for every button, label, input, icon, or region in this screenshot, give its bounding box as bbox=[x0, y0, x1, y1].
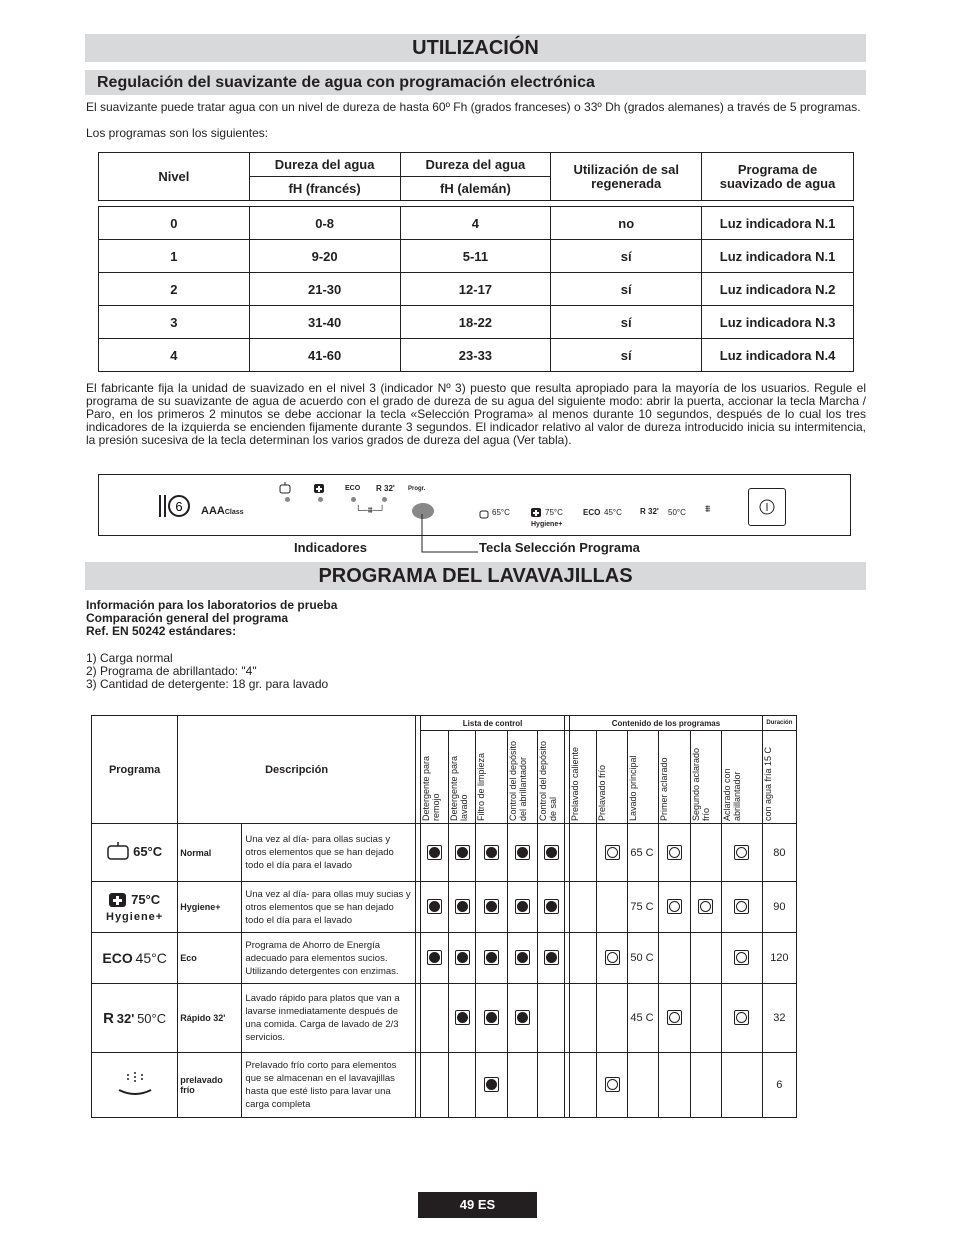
header-dureza-de: Dureza del agua bbox=[400, 153, 551, 177]
open-dot-icon bbox=[721, 933, 762, 984]
empty-cell bbox=[628, 1052, 659, 1117]
p4-temp: 50°C bbox=[668, 508, 686, 517]
table-row bbox=[92, 882, 797, 933]
column-header: Detergente para lavado bbox=[448, 731, 475, 824]
filled-dot-icon bbox=[538, 882, 565, 933]
p3-temp: 45°C bbox=[604, 508, 622, 517]
empty-cell bbox=[659, 1052, 690, 1117]
open-dot-icon bbox=[659, 824, 690, 882]
prewash-small-icon: └─⩩─┘ bbox=[355, 505, 386, 515]
p4-r: R 32' bbox=[640, 507, 659, 516]
filled-dot-icon bbox=[448, 984, 475, 1052]
temperature-cell: 45 C bbox=[628, 984, 659, 1052]
duration-cell: 6 bbox=[762, 1052, 796, 1117]
indicadores-label: Indicadores bbox=[294, 540, 367, 555]
temperature-cell: 65 C bbox=[628, 824, 659, 882]
header-descripcion: Descripción bbox=[178, 716, 416, 824]
cell-de: 4 bbox=[400, 207, 551, 240]
cold-prewash-icon bbox=[115, 1070, 155, 1096]
filled-dot-icon bbox=[508, 984, 538, 1052]
column-header: Filtro de limpieza bbox=[476, 731, 508, 824]
indicator-light-2 bbox=[318, 497, 323, 502]
empty-cell bbox=[508, 1052, 538, 1117]
column-header: Prelavado caliente bbox=[570, 731, 597, 824]
cell-fr: 9-20 bbox=[249, 240, 400, 273]
header-programa: Programa bbox=[92, 716, 178, 824]
p1-pot-icon bbox=[479, 506, 489, 524]
program-name: Rápido 32' bbox=[178, 984, 242, 1052]
cell-prog: Luz indicadora N.1 bbox=[702, 240, 854, 273]
filled-dot-icon bbox=[476, 882, 508, 933]
cell-fr: 31-40 bbox=[249, 306, 400, 339]
open-dot-icon bbox=[721, 824, 762, 882]
table-row bbox=[99, 306, 854, 339]
cell-nivel: 0 bbox=[99, 207, 250, 240]
temperature-cell: 50 C bbox=[628, 933, 659, 984]
program-description: Una vez al día- para ollas muy sucias y otros elementos que se han dejado todo el día para el lavado bbox=[242, 882, 415, 933]
filled-dot-icon bbox=[476, 1052, 508, 1117]
empty-cell bbox=[659, 933, 690, 984]
table-row bbox=[99, 207, 854, 240]
filled-dot-icon bbox=[448, 824, 475, 882]
svg-text:6: 6 bbox=[175, 499, 183, 514]
program-icon bbox=[92, 1052, 178, 1117]
filled-dot-icon bbox=[420, 933, 448, 984]
open-dot-icon bbox=[721, 984, 762, 1052]
cell-sal: sí bbox=[551, 306, 702, 339]
program-description: Prelavado frío corto para elementos que se almacenan en el lavavajillas hasta que esté listo para lavar una carga completa bbox=[242, 1052, 415, 1117]
column-header: Detergente para remojo bbox=[420, 731, 448, 824]
column-header: con agua fría 15 C bbox=[762, 731, 796, 824]
fabricante-paragraph: El fabricante fija la unidad de suavizado en el nivel 3 (indicador Nº 3) puesto que resulta apropiado para la mayoría de los usuarios. Regule el programa de su suavizante de agua de acuerdo con el grado de dureza de su agua del siguiente modo: abrir la puerta, accionar la tecla Marcha / Paro, en los primeros 2 minutos se debe accionar la tecla «Selección Programa» al menos durante 10 segundos, después de lo cual los tres indicadores de la izquierda se encienden fijamente durante 3 segundos. El indicador relativo al valor de dureza introducido inicia su intermitencia, la presión sucesiva de la tecla determinan los varios grados de dureza del agua (Ver tabla). bbox=[86, 381, 866, 447]
table-row bbox=[92, 824, 797, 882]
eco-indicator-label: ECO bbox=[345, 485, 361, 492]
program-icon: ECO 45°C bbox=[92, 933, 178, 984]
program-icon: 75°C Hygiene+ bbox=[92, 882, 178, 933]
cell-sal: sí bbox=[551, 240, 702, 273]
column-header: Aclarado con abrillantador bbox=[721, 731, 762, 824]
empty-cell bbox=[570, 984, 597, 1052]
filled-dot-icon bbox=[448, 882, 475, 933]
empty-cell bbox=[538, 984, 565, 1052]
filled-dot-icon bbox=[448, 933, 475, 984]
cell-fr: 0-8 bbox=[249, 207, 400, 240]
lab-info: Información para los laboratorios de prueba Comparación general del programa Ref. EN 50242 estándares: bbox=[86, 598, 338, 638]
indicator-light-1 bbox=[285, 497, 290, 502]
test-conditions: 1) Carga normal 2) Programa de abrillantado: "4" 3) Cantidad de detergente: 18 gr. para lavado bbox=[86, 651, 329, 691]
indicator-light-3 bbox=[351, 497, 356, 502]
cell-de: 23-33 bbox=[400, 339, 551, 372]
header-fh-aleman: fH (alemán) bbox=[400, 177, 551, 201]
open-dot-icon bbox=[690, 882, 721, 933]
header-duracion: Duración bbox=[762, 716, 796, 731]
cell-sal: no bbox=[551, 207, 702, 240]
intro-paragraph: El suavizante puede tratar agua con un nivel de dureza de hasta 60º Fh (grados franceses) o 33º Dh (grados alemanes) a través de 5 programas. bbox=[86, 100, 861, 114]
open-dot-icon bbox=[597, 933, 628, 984]
empty-cell bbox=[597, 984, 628, 1052]
header-sal: Utilización de sal regenerada bbox=[551, 153, 702, 201]
filled-dot-icon bbox=[508, 933, 538, 984]
table-row bbox=[99, 339, 854, 372]
empty-cell bbox=[448, 1052, 475, 1117]
cell-de: 5-11 bbox=[400, 240, 551, 273]
column-header: Control del depósito del abrillantador bbox=[508, 731, 538, 824]
indicator-light-4 bbox=[382, 497, 387, 502]
utilizacion-title: UTILIZACIÓN bbox=[85, 34, 866, 62]
aaa-label: AAAClass bbox=[201, 505, 244, 517]
filled-dot-icon bbox=[476, 824, 508, 882]
power-icon bbox=[759, 499, 775, 515]
filled-dot-icon bbox=[420, 882, 448, 933]
program-table bbox=[91, 715, 797, 1118]
program-name: Eco bbox=[178, 933, 242, 984]
filled-dot-icon bbox=[476, 933, 508, 984]
column-header: Segundo aclarado frío bbox=[690, 731, 721, 824]
empty-cell bbox=[570, 882, 597, 933]
suavizante-title: Regulación del suavizante de agua con programación electrónica bbox=[85, 70, 866, 95]
program-name: prelavado frío bbox=[178, 1052, 242, 1117]
header-nivel: Nivel bbox=[99, 153, 250, 201]
header-dureza-fr: Dureza del agua bbox=[249, 153, 400, 177]
open-dot-icon bbox=[659, 882, 690, 933]
cell-sal: sí bbox=[551, 273, 702, 306]
cell-prog: Luz indicadora N.3 bbox=[702, 306, 854, 339]
header-programa: Programa de suavizado de agua bbox=[702, 153, 854, 201]
header-fh-frances: fH (francés) bbox=[249, 177, 400, 201]
r32-indicator-label: R 32' bbox=[376, 484, 395, 493]
empty-cell bbox=[721, 1052, 762, 1117]
p3-eco: ECO bbox=[583, 508, 601, 517]
filled-dot-icon bbox=[508, 824, 538, 882]
table-row bbox=[92, 1052, 797, 1117]
hardness-table bbox=[98, 152, 854, 372]
pot-icon bbox=[279, 481, 291, 499]
empty-cell bbox=[597, 882, 628, 933]
program-icon: R 32' 50°C bbox=[92, 984, 178, 1052]
programa-title: PROGRAMA DEL LAVAVAJILLAS bbox=[85, 562, 866, 590]
callout-line bbox=[420, 514, 480, 554]
open-dot-icon bbox=[721, 882, 762, 933]
empty-cell bbox=[420, 1052, 448, 1117]
filled-dot-icon bbox=[476, 984, 508, 1052]
cell-nivel: 1 bbox=[99, 240, 250, 273]
open-dot-icon bbox=[597, 824, 628, 882]
filled-dot-icon bbox=[508, 882, 538, 933]
cell-fr: 21-30 bbox=[249, 273, 400, 306]
page-number: 49 ES bbox=[418, 1192, 537, 1218]
p2-temp: 75°C bbox=[545, 508, 563, 517]
table-row bbox=[99, 240, 854, 273]
empty-cell bbox=[570, 824, 597, 882]
header-lista-control: Lista de control bbox=[420, 716, 564, 731]
column-header: Control del depósito de sal bbox=[538, 731, 565, 824]
cell-prog: Luz indicadora N.4 bbox=[702, 339, 854, 372]
cell-nivel: 3 bbox=[99, 306, 250, 339]
duration-cell: 120 bbox=[762, 933, 796, 984]
header-contenido: Contenido de los programas bbox=[570, 716, 762, 731]
program-description: Una vez al día- para ollas sucias y otros elementos que se han dejado todo el día para el lavado bbox=[242, 824, 415, 882]
empty-cell bbox=[570, 1052, 597, 1117]
program-description: Programa de Ahorro de Energía adecuado para elementos sucios. Utilizando detergentes con enzimas. bbox=[242, 933, 415, 984]
cell-de: 12-17 bbox=[400, 273, 551, 306]
temperature-cell: 75 C bbox=[628, 882, 659, 933]
filled-dot-icon bbox=[538, 933, 565, 984]
program-icon: 65°C bbox=[92, 824, 178, 882]
table-row bbox=[99, 273, 854, 306]
empty-cell bbox=[538, 1052, 565, 1117]
empty-cell bbox=[690, 1052, 721, 1117]
cell-de: 18-22 bbox=[400, 306, 551, 339]
duration-cell: 80 bbox=[762, 824, 796, 882]
tecla-label: Tecla Selección Programa bbox=[479, 540, 640, 555]
filled-dot-icon bbox=[538, 824, 565, 882]
column-header: Primer aclarado bbox=[659, 731, 690, 824]
pot-icon bbox=[107, 842, 129, 860]
table-row bbox=[92, 984, 797, 1052]
column-header: Lavado principal bbox=[628, 731, 659, 824]
cell-prog: Luz indicadora N.2 bbox=[702, 273, 854, 306]
progr-label: Progr. bbox=[408, 486, 426, 492]
hygiene-pot-icon bbox=[109, 892, 127, 908]
cell-nivel: 2 bbox=[99, 273, 250, 306]
p2-hygiene-label: Hygiene+ bbox=[531, 521, 563, 528]
intro-paragraph-2: Los programas son los siguientes: bbox=[86, 126, 269, 140]
duration-cell: 32 bbox=[762, 984, 796, 1052]
empty-cell bbox=[570, 933, 597, 984]
dishwasher-logo-icon bbox=[157, 493, 191, 525]
cell-prog: Luz indicadora N.1 bbox=[702, 207, 854, 240]
program-name: Hygiene+ bbox=[178, 882, 242, 933]
p5-prewash-icon: ⩩ bbox=[705, 504, 711, 515]
p1-temp: 65°C bbox=[492, 508, 510, 517]
open-dot-icon bbox=[597, 1052, 628, 1117]
table-row bbox=[92, 933, 797, 984]
power-button[interactable] bbox=[748, 488, 786, 526]
filled-dot-icon bbox=[420, 824, 448, 882]
empty-cell bbox=[690, 984, 721, 1052]
duration-cell: 90 bbox=[762, 882, 796, 933]
empty-cell bbox=[690, 933, 721, 984]
cell-fr: 41-60 bbox=[249, 339, 400, 372]
column-header: Prelavado frío bbox=[597, 731, 628, 824]
cell-nivel: 4 bbox=[99, 339, 250, 372]
open-dot-icon bbox=[659, 984, 690, 1052]
cell-sal: sí bbox=[551, 339, 702, 372]
empty-cell bbox=[420, 984, 448, 1052]
program-name: Normal bbox=[178, 824, 242, 882]
program-description: Lavado rápido para platos que van a lavarse inmediatamente después de una comida. Carga de lavado de 2/3 servicios. bbox=[242, 984, 415, 1052]
empty-cell bbox=[690, 824, 721, 882]
